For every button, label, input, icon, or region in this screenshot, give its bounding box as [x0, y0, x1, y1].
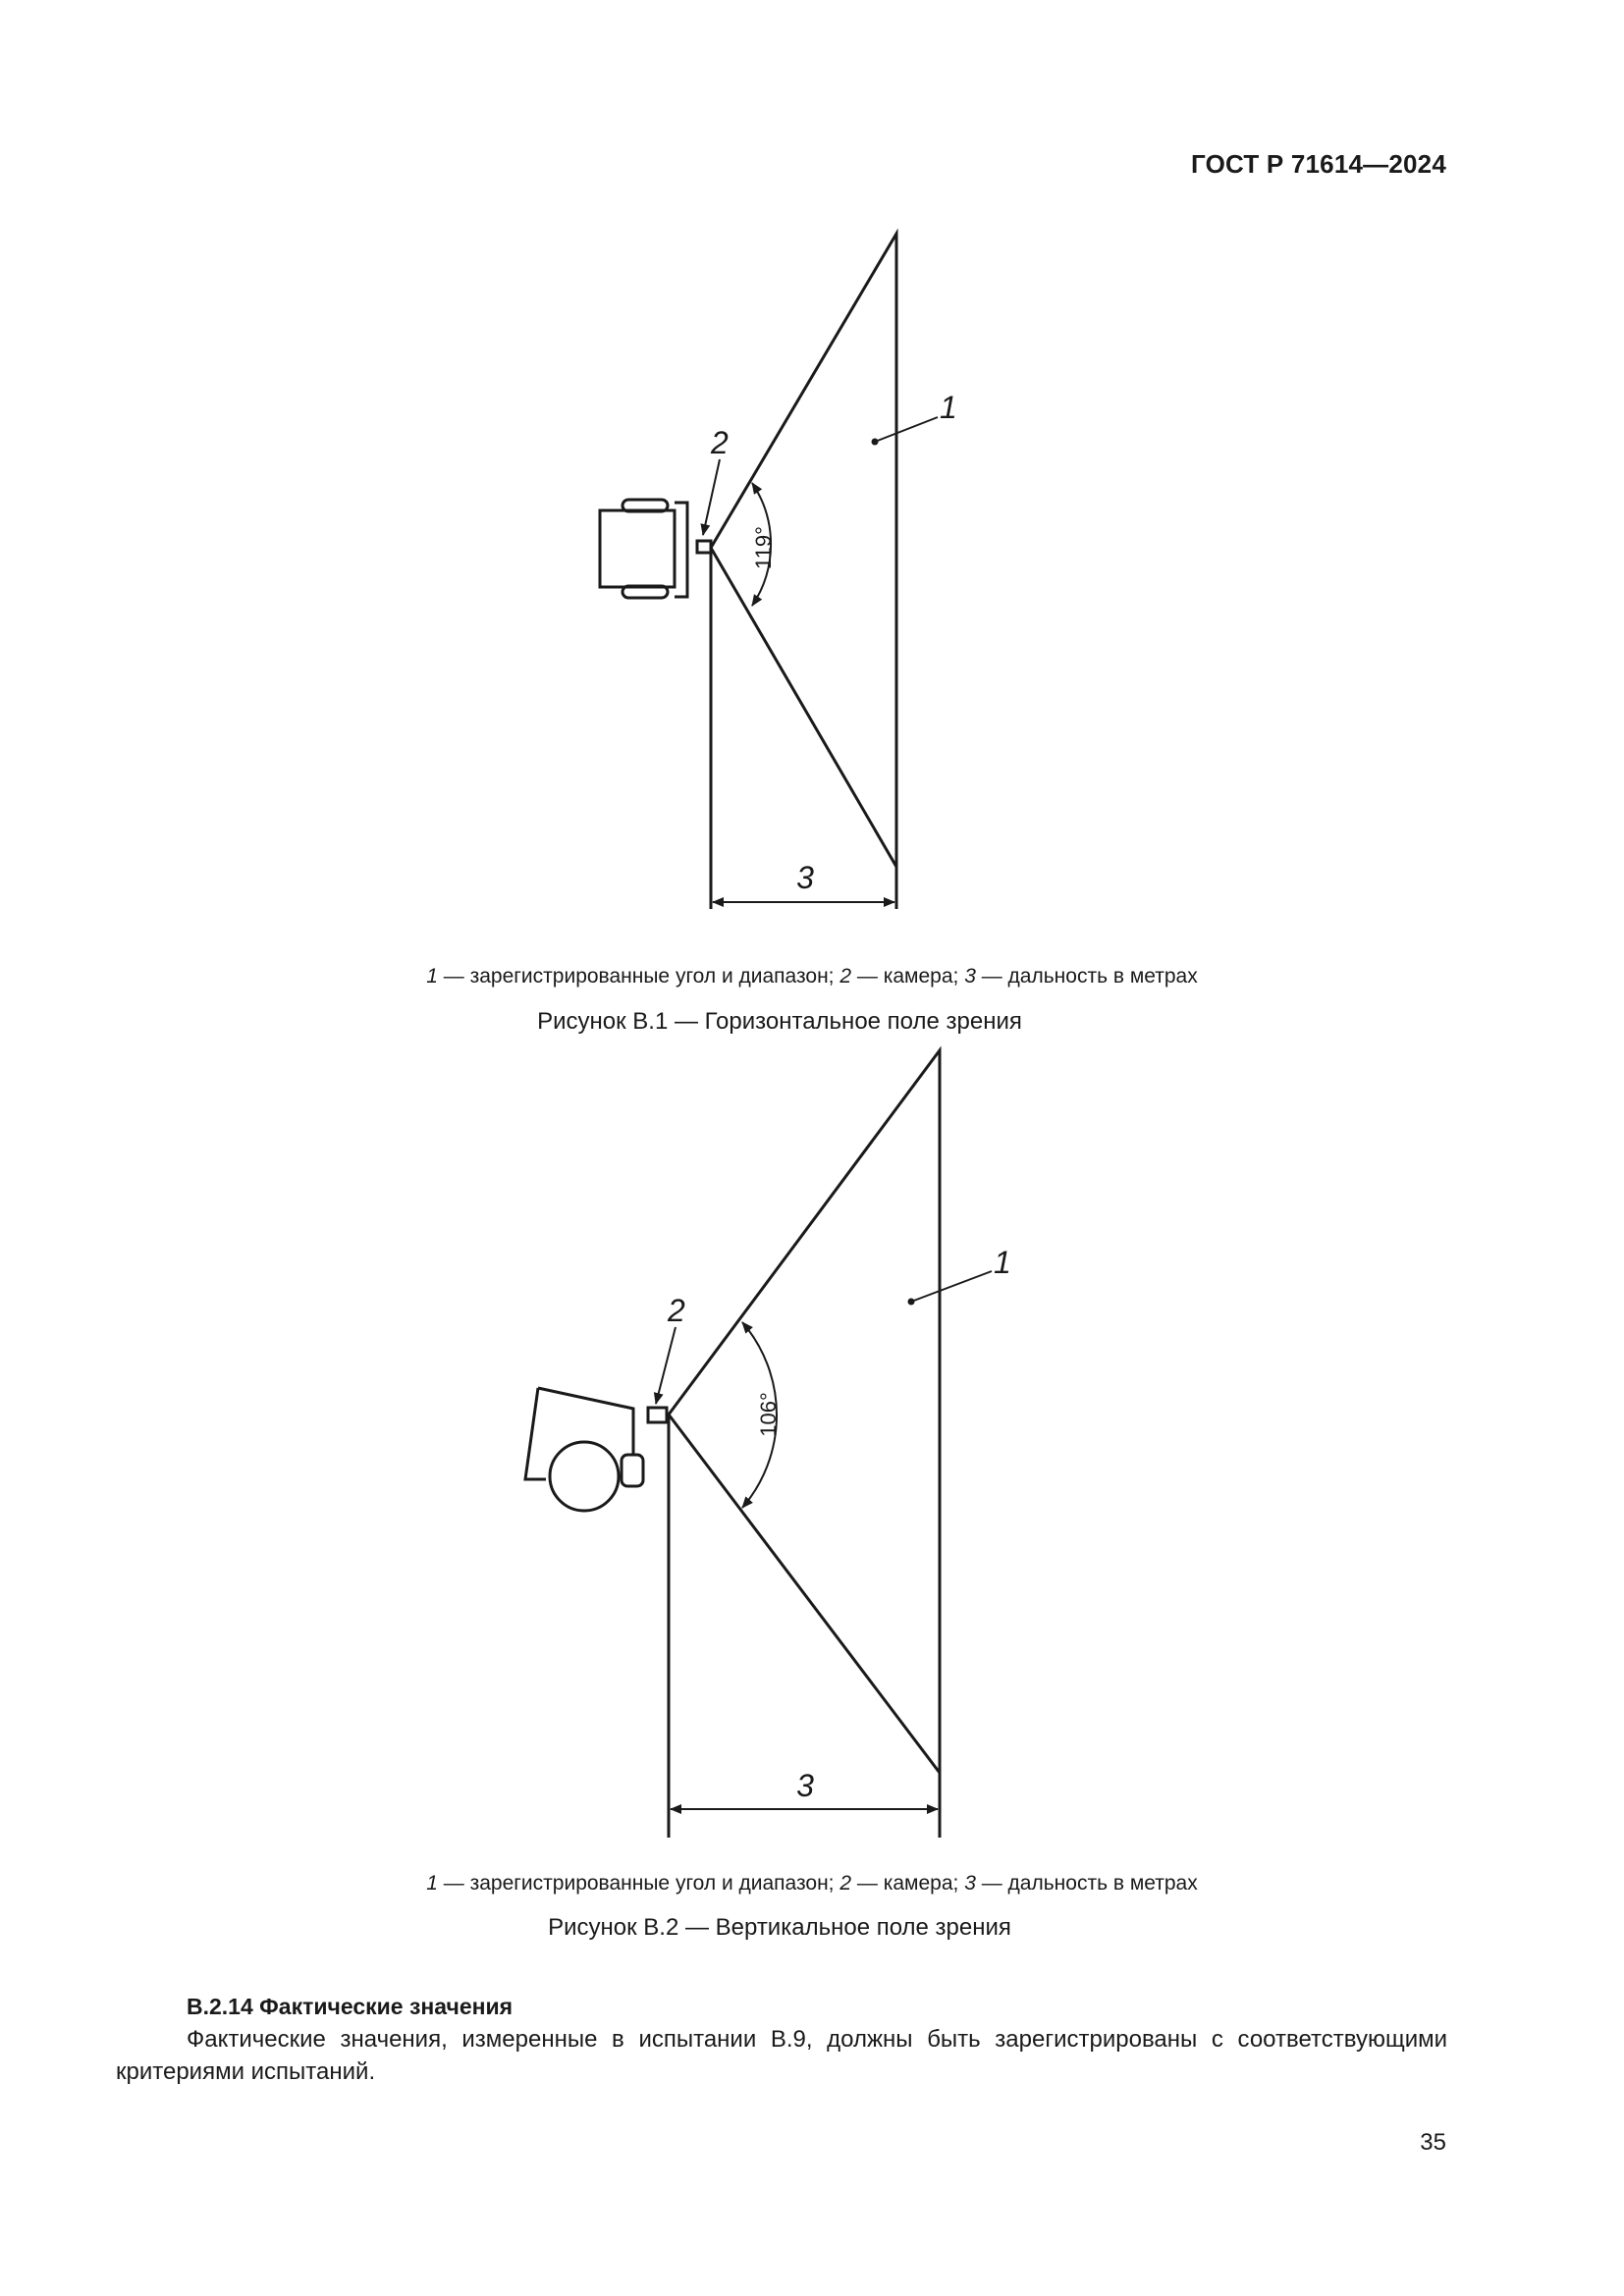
section-heading: В.2.14 Фактические значения: [187, 1994, 514, 2019]
label-distance: 3: [796, 1768, 814, 1803]
label-range: 1: [940, 390, 957, 425]
fov-area: [669, 1050, 940, 1773]
figure-vertical-fov-drawing: [0, 1033, 1624, 1857]
camera-icon: [697, 541, 711, 553]
label-camera: 2: [668, 1293, 685, 1328]
legend-number: 3: [964, 1872, 976, 1895]
label-range: 1: [994, 1245, 1011, 1280]
leader-line-1: [875, 417, 938, 442]
legend-text: — зарегистрированные угол и диапазон;: [437, 965, 840, 988]
legend-text: — дальность в метрах: [975, 1872, 1198, 1895]
figure1-caption: Рисунок В.1 — Горизонтальное поле зрения: [537, 1008, 1022, 1035]
legend-number: 3: [964, 965, 976, 988]
vehicle-top-view-icon: [600, 500, 687, 598]
legend-number: 1: [426, 965, 438, 988]
document-code: ГОСТ Р 71614—2024: [1191, 149, 1446, 179]
vehicle-side-view-icon: [525, 1388, 643, 1511]
figure-vertical-fov: [0, 1033, 1624, 1857]
label-camera: 2: [711, 425, 729, 460]
leader-line-2: [656, 1327, 676, 1404]
fov-area: [711, 234, 896, 867]
angle-value: 106°: [756, 1392, 781, 1437]
angle-value: 119°: [751, 526, 776, 569]
figure2-caption: Рисунок В.2 — Вертикальное поле зрения: [548, 1914, 1011, 1941]
leader-line-1: [911, 1271, 992, 1302]
legend-number: 1: [426, 1872, 438, 1895]
legend-text: — дальность в метрах: [975, 965, 1198, 988]
legend-text: — камера;: [851, 1872, 965, 1895]
legend-text: — камера;: [851, 965, 965, 988]
leader-line-2: [703, 459, 720, 535]
figure2-legend: [0, 1872, 1624, 1896]
legend-number: 2: [839, 965, 852, 988]
page-number: 35: [1420, 2129, 1446, 2156]
label-distance: 3: [796, 860, 814, 895]
legend-text: — зарегистрированные угол и диапазон;: [437, 1872, 840, 1895]
figure-horizontal-fov-drawing: [0, 216, 1624, 923]
camera-icon: [648, 1408, 667, 1422]
section-paragraph: Фактические значения, измеренные в испытании В.9, должны быть зарегистрированы с соответствующими критериями испытаний.: [116, 2026, 1447, 2085]
figure-horizontal-fov: [0, 216, 1624, 923]
legend-number: 2: [839, 1872, 852, 1895]
figure1-legend: [0, 965, 1624, 988]
